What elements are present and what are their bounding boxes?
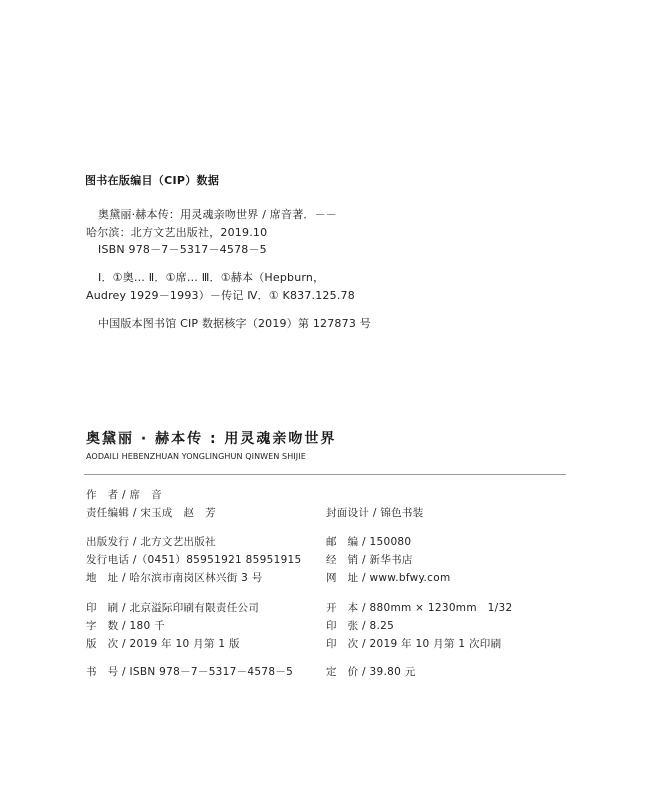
divider xyxy=(84,474,566,475)
colophon-postcode: 邮 编 / 150080 xyxy=(326,536,412,548)
colophon-author: 作 者 / 席 音 xyxy=(86,489,162,501)
colophon-phone: 发行电话 /（0451）85951921 85951915 xyxy=(86,554,302,566)
cip-line: Ⅰ．①奥… Ⅱ．①席… Ⅲ．①赫本（Hepburn， xyxy=(98,271,325,284)
cip-line: ISBN 978－7－5317－4578－5 xyxy=(98,243,267,256)
colophon-edition: 版 次 / 2019 年 10 月第 1 版 xyxy=(86,638,240,650)
cip-line: 哈尔滨：北方文艺出版社，2019.10 xyxy=(86,226,268,239)
colophon-website: 网 址 / www.bfwy.com xyxy=(326,572,451,584)
book-title: 奥黛丽 · 赫本传 : 用灵魂亲吻世界 xyxy=(86,431,337,447)
colophon-publisher: 出版发行 / 北方文艺出版社 xyxy=(86,536,216,548)
colophon-price: 定 价 / 39.80 元 xyxy=(326,666,416,678)
cip-heading: 图书在版编目（CIP）数据 xyxy=(85,174,220,187)
colophon-printing: 印 次 / 2019 年 10 月第 1 次印刷 xyxy=(326,638,502,650)
cip-line: Audrey 1929－1993）－传记 Ⅳ．① K837.125.78 xyxy=(86,289,355,302)
colophon-format: 开 本 / 880mm × 1230mm 1/32 xyxy=(326,602,513,614)
colophon-editors: 责任编辑 / 宋玉成 赵 芳 xyxy=(86,507,216,519)
colophon-word-count: 字 数 / 180 千 xyxy=(86,620,165,632)
colophon-printer: 印 刷 / 北京溢际印刷有限责任公司 xyxy=(86,602,260,614)
colophon-sheets: 印 张 / 8.25 xyxy=(326,620,395,632)
cip-number: 中国版本图书馆 CIP 数据核字（2019）第 127873 号 xyxy=(98,317,371,330)
colophon-cover-design: 封面设计 / 锦色书装 xyxy=(326,507,424,519)
book-title-pinyin: AODAILI HEBENZHUAN YONGLINGHUN QINWEN SHIJIE xyxy=(86,452,306,461)
colophon-isbn: 书 号 / ISBN 978－7－5317－4578－5 xyxy=(86,666,294,678)
colophon-address: 地 址 / 哈尔滨市南岗区林兴街 3 号 xyxy=(86,572,263,584)
colophon-distributor: 经 销 / 新华书店 xyxy=(326,554,413,566)
cip-line: 奥黛丽·赫本传：用灵魂亲吻世界 / 席音著．－－ xyxy=(98,208,337,221)
